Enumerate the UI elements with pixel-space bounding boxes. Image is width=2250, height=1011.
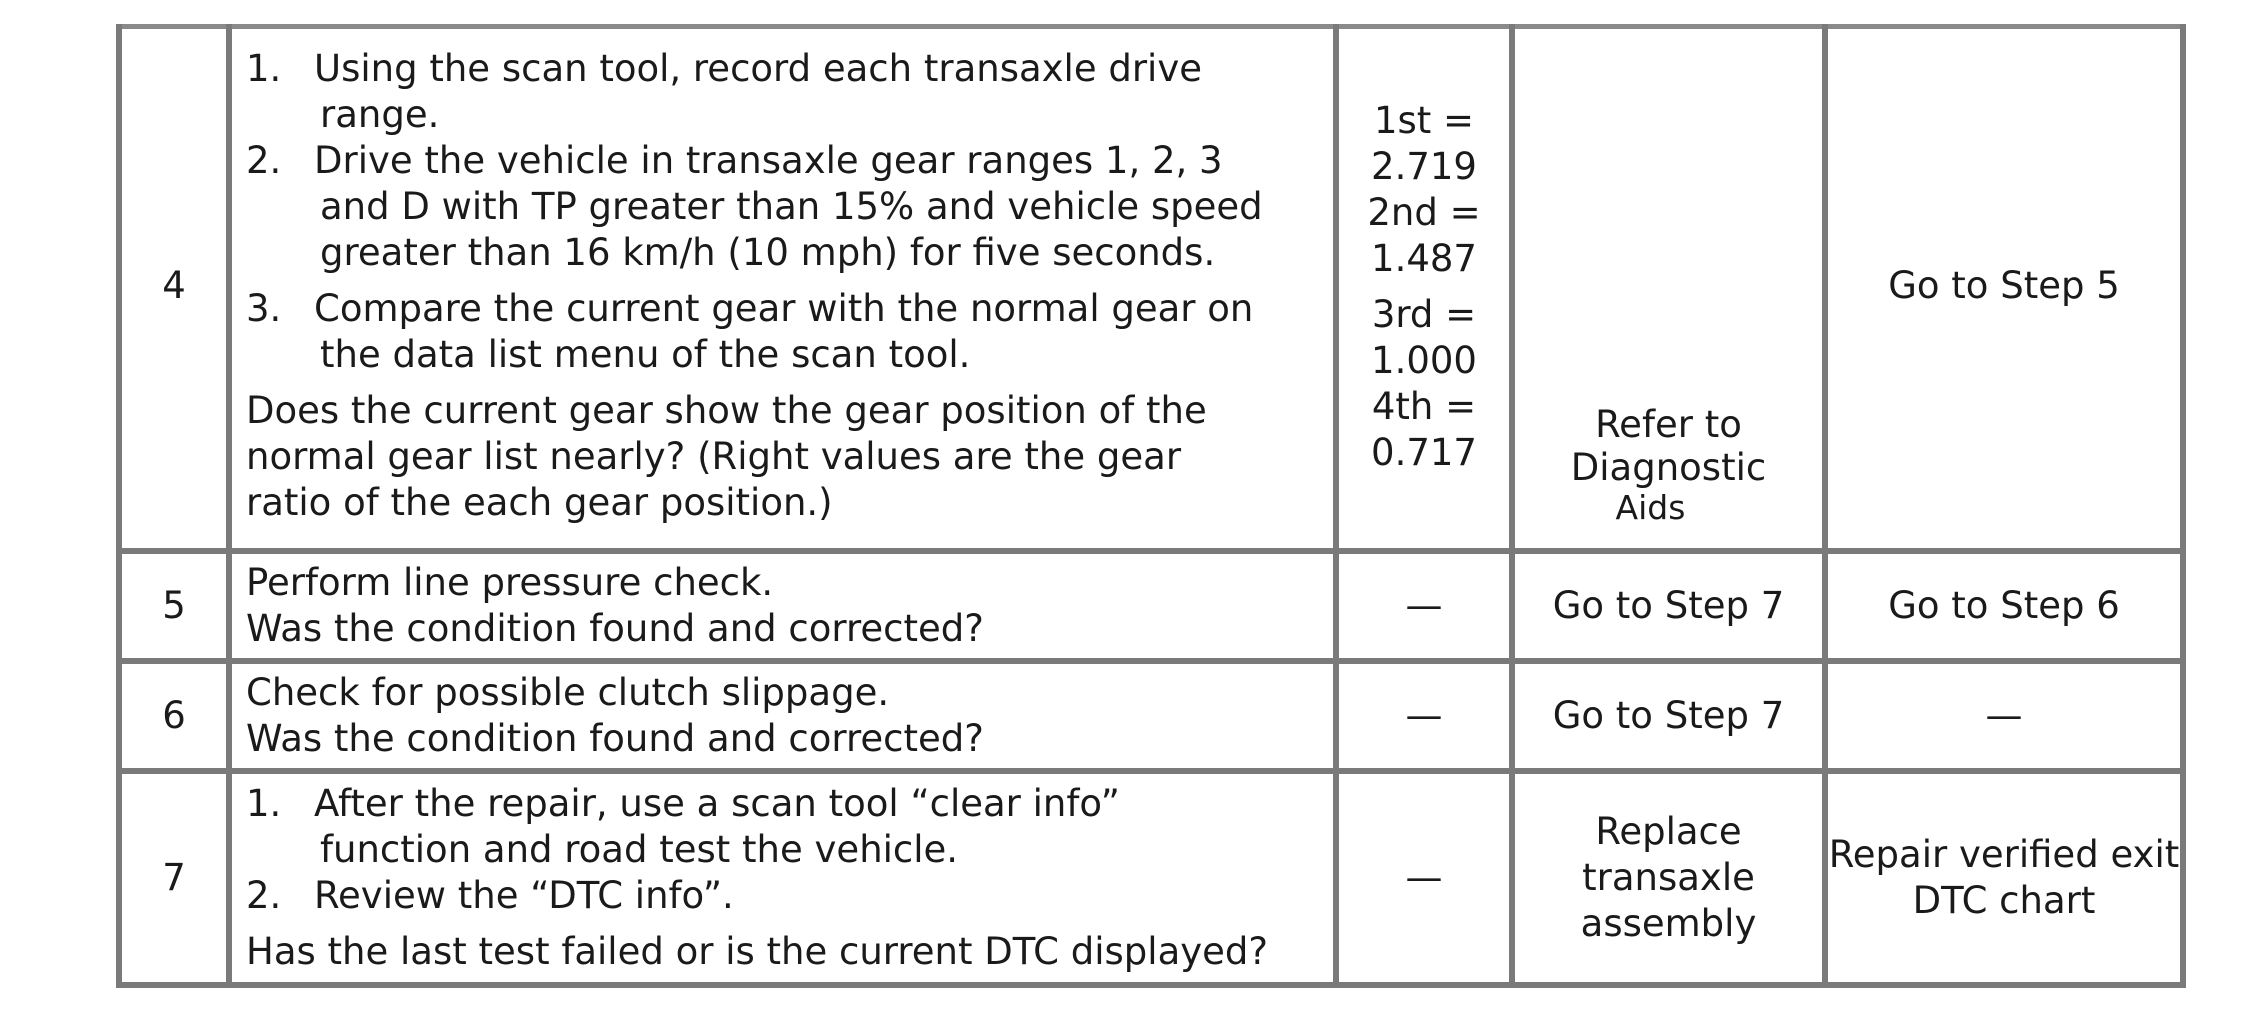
table-row	[122, 24, 2180, 551]
action-item	[246, 286, 1325, 378]
action-line: Review the “DTC info”.	[314, 874, 734, 917]
action-line: function and road test the vehicle.	[320, 828, 959, 871]
action-line: Using the scan tool, record each transaxle drive	[314, 47, 1202, 90]
yes-line: transaxle	[1582, 856, 1755, 899]
value-cell	[1336, 24, 1512, 551]
action-cell	[229, 771, 1336, 982]
yes-line: Diagnostic	[1570, 446, 1767, 489]
action-number: 1.	[246, 782, 282, 825]
question-line: Does the current gear show the gear position of the	[246, 389, 1207, 432]
gear-ratio-line: 1.487	[1371, 237, 1477, 280]
question-line: normal gear list nearly? (Right values are the gear	[246, 435, 1182, 478]
action-number: 2.	[246, 139, 282, 182]
action-item	[246, 138, 1325, 276]
step-number: 5	[122, 551, 229, 661]
yes-line: Refer to	[1595, 403, 1742, 446]
step-number: 4	[122, 24, 229, 551]
action-line: and D with TP greater than 15% and vehicle speed	[320, 185, 1263, 228]
spacer	[246, 276, 1325, 286]
yes-cell	[1512, 771, 1825, 982]
action-line: After the repair, use a scan tool “clear info”	[314, 782, 1120, 825]
action-line: Check for possible clutch slippage.	[246, 671, 890, 714]
spacer	[246, 378, 1325, 388]
no-cell	[1825, 771, 2180, 982]
table-row	[122, 771, 2180, 982]
action-list	[246, 46, 1325, 378]
no-cell: Go to Step 5	[1825, 24, 2180, 551]
spacer	[246, 919, 1325, 929]
no-cell: Go to Step 6	[1825, 551, 2180, 661]
question-line: Was the condition found and corrected?	[246, 717, 984, 760]
no-line: DTC chart	[1912, 879, 2096, 922]
action-line: range.	[320, 93, 440, 136]
no-cell: —	[1825, 661, 2180, 771]
action-item	[246, 46, 1325, 138]
action-item	[246, 873, 1325, 919]
question-line: Was the condition found and corrected?	[246, 607, 984, 650]
yes-cell: Go to Step 7	[1512, 661, 1825, 771]
yes-line: Replace	[1595, 810, 1742, 853]
action-line: Drive the vehicle in transaxle gear ranges 1, 2, 3	[314, 139, 1223, 182]
table-row	[122, 551, 2180, 661]
no-line: Repair verified exit	[1828, 833, 2180, 876]
gear-ratio-line: 2nd =	[1367, 191, 1481, 234]
yes-cell	[1512, 24, 1825, 551]
question-line: ratio of the each gear position.)	[246, 481, 833, 524]
action-line: greater than 16 km/h (10 mph) for five seconds.	[320, 231, 1216, 274]
value-cell: —	[1336, 661, 1512, 771]
action-line: Compare the current gear with the normal gear on	[314, 287, 1254, 330]
gear-ratio-line: 4th =	[1371, 385, 1477, 428]
yes-line: Aids	[1615, 488, 1686, 527]
value-cell: —	[1336, 771, 1512, 982]
gear-ratio-line: 0.717	[1371, 431, 1477, 474]
step-number: 6	[122, 661, 229, 771]
diagnostic-table	[122, 24, 2180, 982]
action-line: Perform line pressure check.	[246, 561, 774, 604]
diagnostic-table-frame	[116, 24, 2186, 988]
action-list	[246, 781, 1325, 919]
yes-line: assembly	[1580, 902, 1757, 945]
action-number: 1.	[246, 47, 282, 90]
action-item	[246, 781, 1325, 873]
gear-ratio-line: 1st =	[1373, 99, 1475, 142]
action-number: 3.	[246, 287, 282, 330]
action-cell	[229, 551, 1336, 661]
gear-ratio-line: 3rd =	[1371, 293, 1477, 336]
step-number: 7	[122, 771, 229, 982]
yes-cell: Go to Step 7	[1512, 551, 1825, 661]
gear-ratio-line: 1.000	[1371, 339, 1477, 382]
action-number: 2.	[246, 874, 282, 917]
gear-ratio-line: 2.719	[1371, 145, 1477, 188]
action-cell	[229, 24, 1336, 551]
question-line: Has the last test failed or is the current DTC displayed?	[246, 930, 1269, 973]
action-cell	[229, 661, 1336, 771]
value-cell: —	[1336, 551, 1512, 661]
table-row	[122, 661, 2180, 771]
action-line: the data list menu of the scan tool.	[320, 333, 971, 376]
